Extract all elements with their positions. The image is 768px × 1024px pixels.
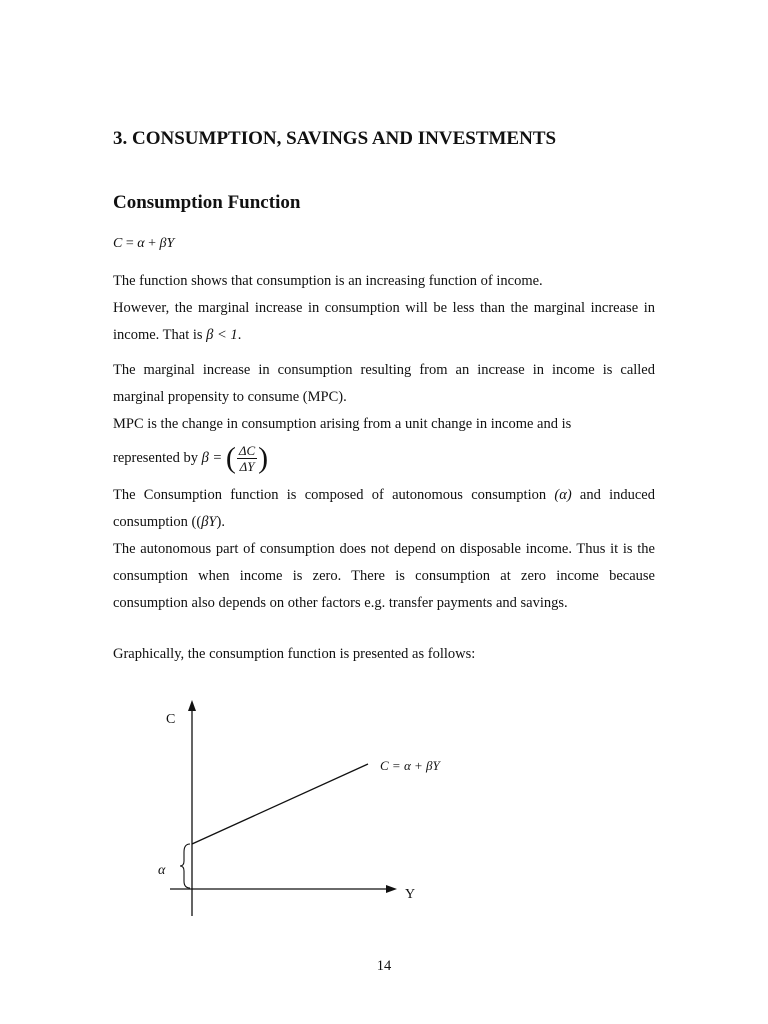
beta-less-than-one: β < 1 bbox=[206, 327, 238, 343]
y-axis-arrow bbox=[188, 700, 196, 711]
y-axis-label: C bbox=[166, 712, 176, 727]
formula-lhs: C bbox=[113, 236, 123, 251]
fraction-numerator: ΔC bbox=[238, 443, 256, 459]
alpha-label: α bbox=[158, 863, 166, 878]
formula-beta-y: βY bbox=[159, 236, 175, 251]
mpc-fraction bbox=[237, 443, 257, 474]
paragraph-autonomous: The autonomous part of consumption does not depend on disposable income. Thus it is the consumption when income is zero. There is consumption at zero income because consumption also depends on other factors e.g. transfer payments and savings. bbox=[113, 541, 655, 611]
paragraph-mpc-change: MPC is the change in consumption arising from a unit change in income and is bbox=[113, 416, 572, 432]
autonomous-alpha: (α) bbox=[554, 487, 572, 503]
graph-intro-text: Graphically, the consumption function is presented as follows: bbox=[113, 646, 476, 662]
induced-beta-y: βY bbox=[201, 514, 217, 530]
formula-alpha: α bbox=[137, 236, 145, 251]
fraction-denominator: ΔY bbox=[239, 459, 255, 475]
paragraph-increasing-function: The function shows that consumption is an increasing function of income. bbox=[113, 273, 543, 289]
section-heading: Consumption Function bbox=[113, 192, 301, 213]
paragraph-marginal-increase: However, the marginal increase in consumption will be less than the marginal increase in income. That is β < 1. bbox=[113, 300, 655, 343]
consumption-formula bbox=[113, 236, 174, 252]
paragraph-composition: The Consumption function is composed of autonomous consumption (α) and induced consumption ((βY). bbox=[113, 487, 655, 530]
chapter-heading: 3. CONSUMPTION, SAVINGS AND INVESTMENTS bbox=[113, 128, 557, 149]
mpc-beta: β = bbox=[201, 450, 226, 466]
formula-eq: = bbox=[122, 236, 138, 251]
body-text bbox=[113, 268, 655, 617]
line-label: C = α + βY bbox=[380, 758, 440, 773]
page-number: 14 bbox=[376, 958, 392, 974]
alpha-brace bbox=[180, 844, 190, 888]
consumption-function-graph bbox=[140, 690, 480, 930]
consumption-line bbox=[192, 764, 368, 844]
paragraph-mpc-definition: The marginal increase in consumption resulting from an increase in income is called marginal propensity to consume (MPC). bbox=[113, 362, 655, 405]
x-axis-label: Y bbox=[405, 887, 416, 902]
x-axis-arrow bbox=[386, 885, 397, 893]
formula-plus: + bbox=[144, 236, 160, 251]
paragraph-mpc-represented: represented by β = ( $\frac{\Delta C}{\Delta Y}$ ) bbox=[113, 441, 269, 475]
